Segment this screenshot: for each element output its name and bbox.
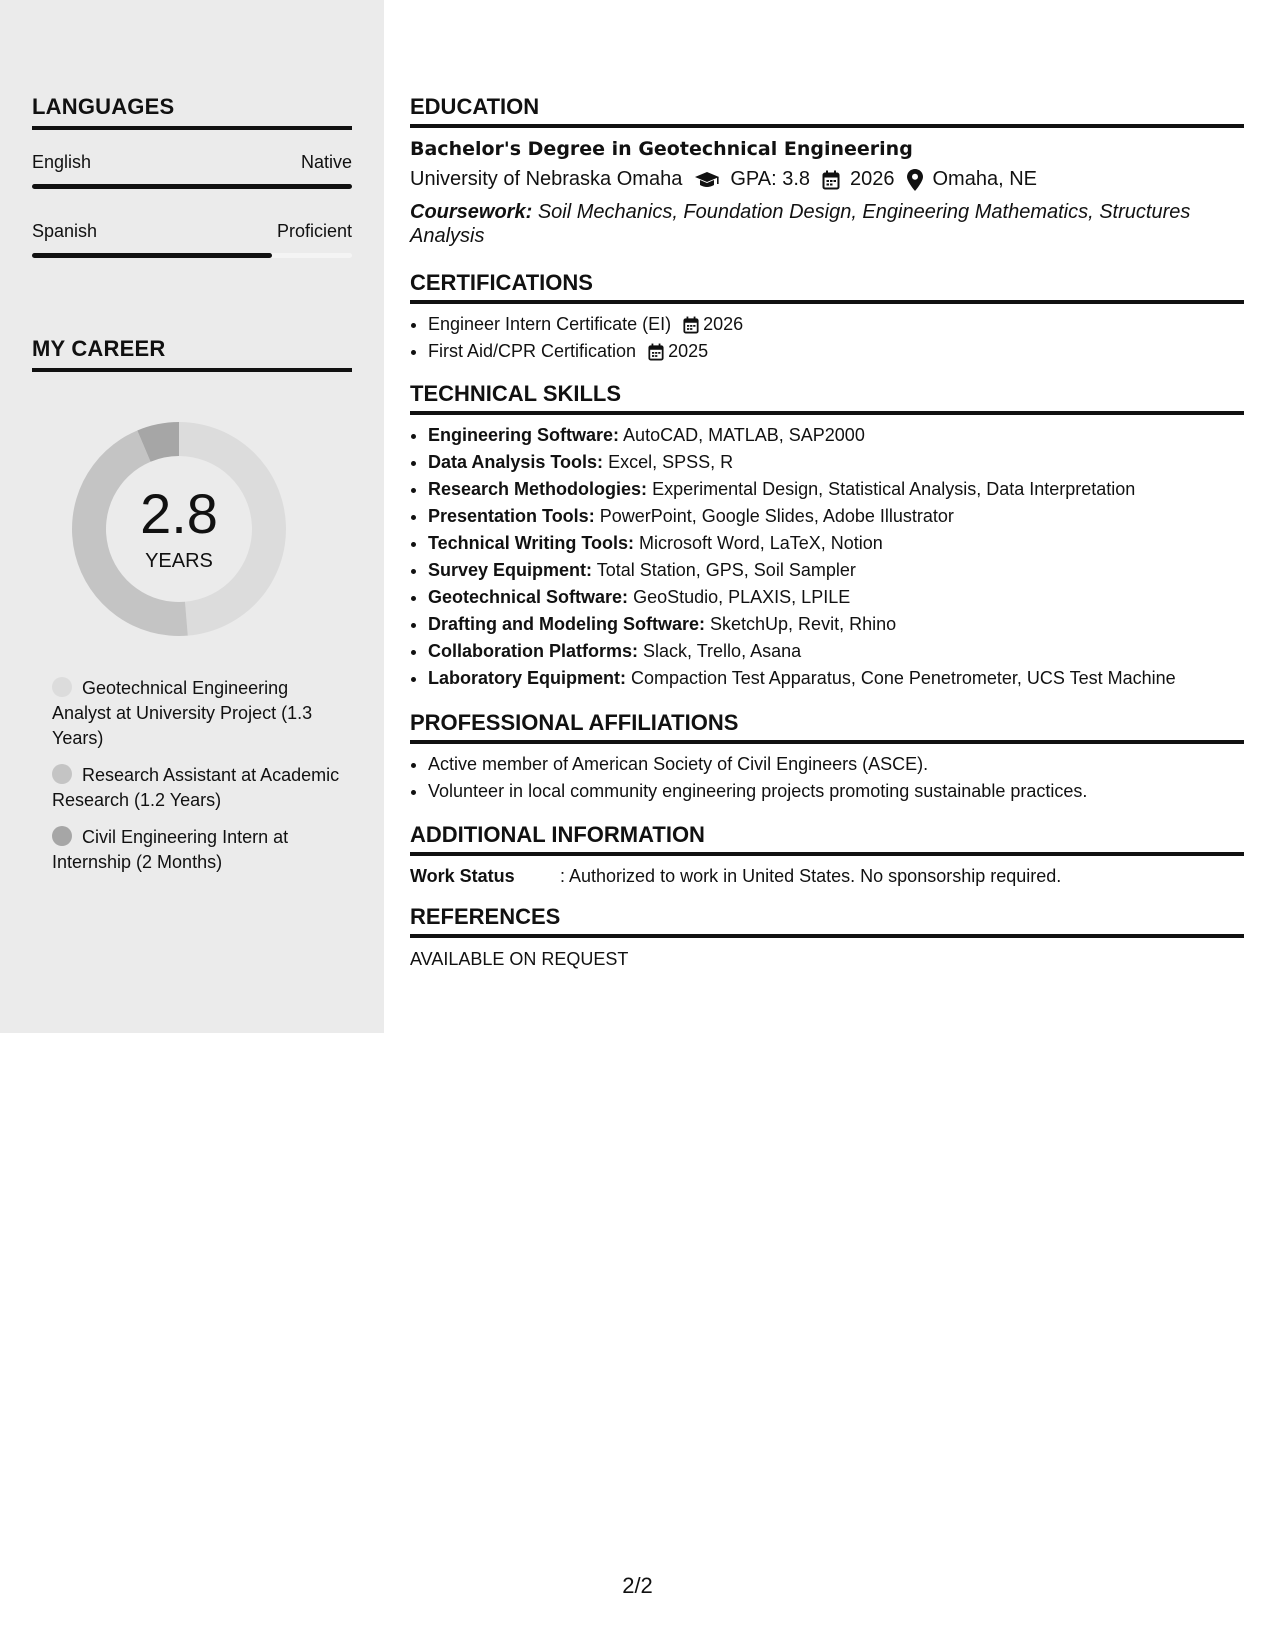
certification-item — [428, 311, 743, 338]
references-title: REFERENCES — [410, 904, 1244, 938]
career-legend-item — [52, 676, 342, 751]
location-pin-icon — [907, 169, 923, 191]
coursework-list: Soil Mechanics, Foundation Design, Engineering Mathematics, Structures Analysis — [410, 201, 1191, 247]
career-title: MY CAREER — [32, 336, 352, 372]
skill-label: Geotechnical Software: — [428, 587, 629, 607]
page-number: 2/2 — [622, 1573, 653, 1598]
language-name: English — [32, 152, 92, 172]
skill-value: SketchUp, Revit, Rhino — [710, 614, 897, 634]
language-row-spanish — [32, 221, 352, 242]
skill-item — [428, 638, 1176, 665]
skill-label: Survey Equipment: — [428, 560, 593, 580]
career-total-years: 2.8 — [140, 482, 218, 545]
skill-value: Excel, SPSS, R — [608, 452, 734, 472]
affiliations-list — [410, 751, 1087, 805]
skill-item — [428, 476, 1176, 503]
certification-year: 2026 — [703, 314, 744, 334]
skill-item — [428, 530, 1176, 557]
references-text: AVAILABLE ON REQUEST — [410, 949, 629, 969]
work-status-value: : Authorized to work in United States. No sponsorship required. — [560, 866, 1062, 886]
skill-item — [428, 611, 1176, 638]
gpa: GPA: 3.8 — [730, 168, 810, 190]
skill-item — [428, 665, 1176, 692]
legend-dot — [52, 826, 72, 846]
calendar-icon — [822, 170, 840, 190]
affiliation-item: • Active member of American Society of Civil Engineers (ASCE). — [428, 751, 1087, 778]
skill-value: AutoCAD, MATLAB, SAP2000 — [623, 425, 865, 445]
certification-item — [428, 338, 743, 365]
skill-label: Research Methodologies: — [428, 479, 648, 499]
certification-year: 2025 — [668, 341, 709, 361]
language-name: Spanish — [32, 221, 98, 241]
legend-label: Civil Engineering Intern at Internship (2 Months) — [52, 827, 289, 872]
technical-skills-title: TECHNICAL SKILLS — [410, 381, 1244, 415]
language-row-english — [32, 152, 352, 173]
skill-item — [428, 584, 1176, 611]
language-bar-spanish — [32, 253, 352, 258]
coursework-label: Coursework: — [410, 201, 533, 223]
career-legend-item — [52, 763, 342, 813]
technical-skills-list — [410, 422, 1176, 692]
career-legend-item — [52, 825, 342, 875]
skill-value: PowerPoint, Google Slides, Adobe Illustrator — [599, 506, 954, 526]
work-status-label: Work Status — [410, 866, 515, 886]
skill-value: Experimental Design, Statistical Analysis, Data Interpretation — [652, 479, 1136, 499]
language-bar-english — [32, 184, 352, 189]
skill-item — [428, 422, 1176, 449]
language-bar-fill — [32, 184, 352, 189]
graduation-cap-icon — [694, 171, 720, 189]
sidebar — [0, 0, 384, 1033]
skill-item — [428, 557, 1176, 584]
education-details — [410, 168, 1037, 191]
skill-value: Compaction Test Apparatus, Cone Penetrometer, UCS Test Machine — [631, 668, 1176, 688]
skill-label: Drafting and Modeling Software: — [428, 614, 705, 634]
legend-label: Research Assistant at Academic Research (1.2 Years) — [52, 765, 340, 810]
coursework — [410, 200, 1210, 248]
skill-label: Technical Writing Tools: — [428, 533, 635, 553]
skill-label: Presentation Tools: — [428, 506, 595, 526]
skill-label: Laboratory Equipment: — [428, 668, 627, 688]
calendar-icon — [648, 343, 664, 361]
skill-label: Data Analysis Tools: — [428, 452, 604, 472]
affiliation-item: • Volunteer in local community engineering projects promoting sustainable practices. — [428, 778, 1087, 805]
additional-info-title: ADDITIONAL INFORMATION — [410, 822, 1244, 856]
skill-value: Microsoft Word, LaTeX, Notion — [639, 533, 883, 553]
certifications-title: CERTIFICATIONS — [410, 270, 1244, 304]
affiliations-title: PROFESSIONAL AFFILIATIONS — [410, 710, 1244, 744]
skill-label: Collaboration Platforms: — [428, 641, 639, 661]
certification-name: • Engineer Intern Certificate (EI) — [428, 314, 672, 334]
graduation-year: 2026 — [850, 168, 895, 190]
languages-title: LANGUAGES — [32, 94, 352, 130]
work-status-row — [410, 866, 1244, 887]
skill-label: Engineering Software: — [428, 425, 620, 445]
education-title: EDUCATION — [410, 94, 1244, 128]
skill-value: GeoStudio, PLAXIS, LPILE — [633, 587, 851, 607]
school-name: University of Nebraska Omaha — [410, 168, 683, 190]
skill-item — [428, 449, 1176, 476]
skill-item — [428, 503, 1176, 530]
legend-label: Geotechnical Engineering Analyst at University Project (1.3 Years) — [52, 678, 313, 748]
skill-value: Slack, Trello, Asana — [643, 641, 802, 661]
calendar-icon — [683, 316, 699, 334]
certification-name: • First Aid/CPR Certification — [428, 341, 637, 361]
skill-value: Total Station, GPS, Soil Sampler — [596, 560, 856, 580]
legend-dot — [52, 677, 72, 697]
language-level: Native — [300, 152, 352, 172]
career-unit-label: YEARS — [145, 550, 213, 572]
career-legend — [52, 676, 342, 887]
language-level: Proficient — [276, 221, 352, 241]
legend-dot — [52, 764, 72, 784]
language-bar-fill — [32, 253, 272, 258]
location: Omaha, NE — [932, 168, 1037, 190]
certifications-list — [410, 311, 743, 365]
degree-title: Bachelor's Degree in Geotechnical Engineering — [410, 138, 913, 160]
